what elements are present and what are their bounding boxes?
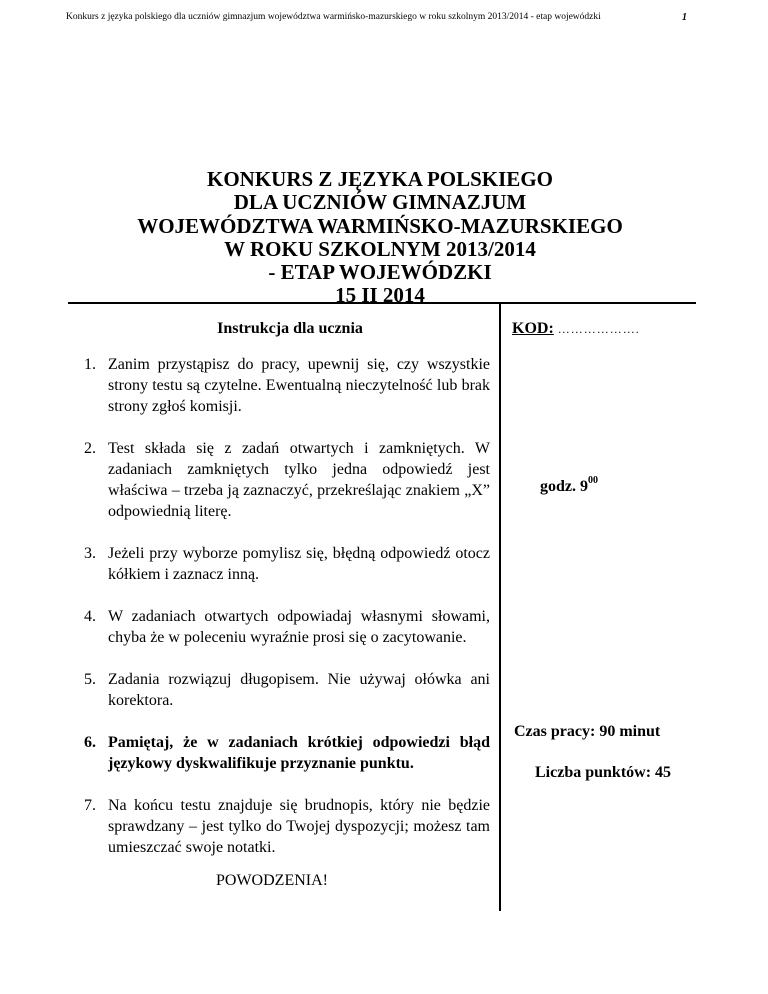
title-line: WOJEWÓDZTWA WARMIŃSKO-MAZURSKIEGO [137, 213, 623, 238]
instruction-item [84, 543, 490, 585]
instruction-text: Pamiętaj, że w zadaniach krótkiej odpowiedzi błąd językowy dyskwalifikuje przyznanie punktu. [108, 734, 490, 772]
instruction-text: Na końcu testu znajduje się brudnopis, który nie będzie sprawdzany – jest tylko do Twojej dyspozycji; możesz tam umieszczać swoje notatki. [108, 797, 490, 856]
instruction-text: W zadaniach otwartych odpowiadaj własnymi słowami, chyba że w poleceniu wyraźnie prosi się o zacytowanie. [108, 608, 490, 646]
running-header: Konkurs z języka polskiego dla uczniów gimnazjum województwa warmińsko-mazurskiego w roku szkolnym 2013/2014 - etap wojewódzki [66, 12, 601, 22]
instruction-text: Zadania rozwiązuj długopisem. Nie używaj ołówka ani korektora. [108, 671, 490, 709]
instructions-list [84, 354, 490, 879]
points-total: Liczba punktów: 45 [535, 764, 672, 781]
title-line: - ETAP WOJEWÓDZKI [268, 260, 492, 285]
farewell-text: POWODZENIA! [216, 872, 328, 889]
instruction-item-important [84, 732, 490, 774]
instruction-number: 1. [84, 356, 96, 373]
instruction-item [84, 795, 490, 858]
start-time [540, 475, 598, 496]
instruction-item [84, 669, 490, 711]
title-date: 15 II 2014 [335, 283, 425, 308]
code-blank: ………………. [557, 322, 640, 336]
instruction-number: 4. [84, 608, 96, 625]
horizontal-divider [68, 302, 696, 304]
instruction-number: 7. [84, 797, 96, 814]
work-time: Czas pracy: 90 minut [514, 723, 661, 740]
instruction-item [84, 438, 490, 522]
instruction-number: 3. [84, 545, 96, 562]
instruction-text: Jeżeli przy wyborze pomylisz się, błędną odpowiedź otocz kółkiem i zaznacz inną. [108, 545, 490, 583]
instructions-heading: Instrukcja dla ucznia [217, 320, 363, 337]
title-line: DLA UCZNIÓW GIMNAZJUM [233, 190, 527, 215]
instruction-number: 6. [84, 734, 96, 751]
page-number: 1 [682, 12, 687, 23]
instruction-item [84, 606, 490, 648]
start-time-label: godz. 9 [540, 478, 588, 495]
document-title [60, 168, 700, 308]
instruction-text: Test składa się z zadań otwartych i zamkniętych. W zadaniach zamkniętych tylko jedna odpowiedź jest właściwa – trzeba ją zaznaczyć, przekreślając znakiem „X” odpowiednią literę. [108, 440, 490, 520]
code-field [512, 320, 640, 338]
vertical-divider [499, 303, 501, 911]
title-line: W ROKU SZKOLNYM 2013/2014 [224, 236, 536, 261]
instruction-number: 5. [84, 671, 96, 688]
instruction-item [84, 354, 490, 417]
code-label: KOD: [512, 320, 554, 337]
start-time-minutes: 00 [588, 475, 598, 486]
instruction-text: Zanim przystąpisz do pracy, upewnij się, czy wszystkie strony testu są czytelne. Ewentualną nieczytelność lub brak strony zgłoś komisji. [108, 356, 490, 415]
title-line: KONKURS Z JĘZYKA POLSKIEGO [207, 167, 553, 191]
instruction-number: 2. [84, 440, 96, 457]
